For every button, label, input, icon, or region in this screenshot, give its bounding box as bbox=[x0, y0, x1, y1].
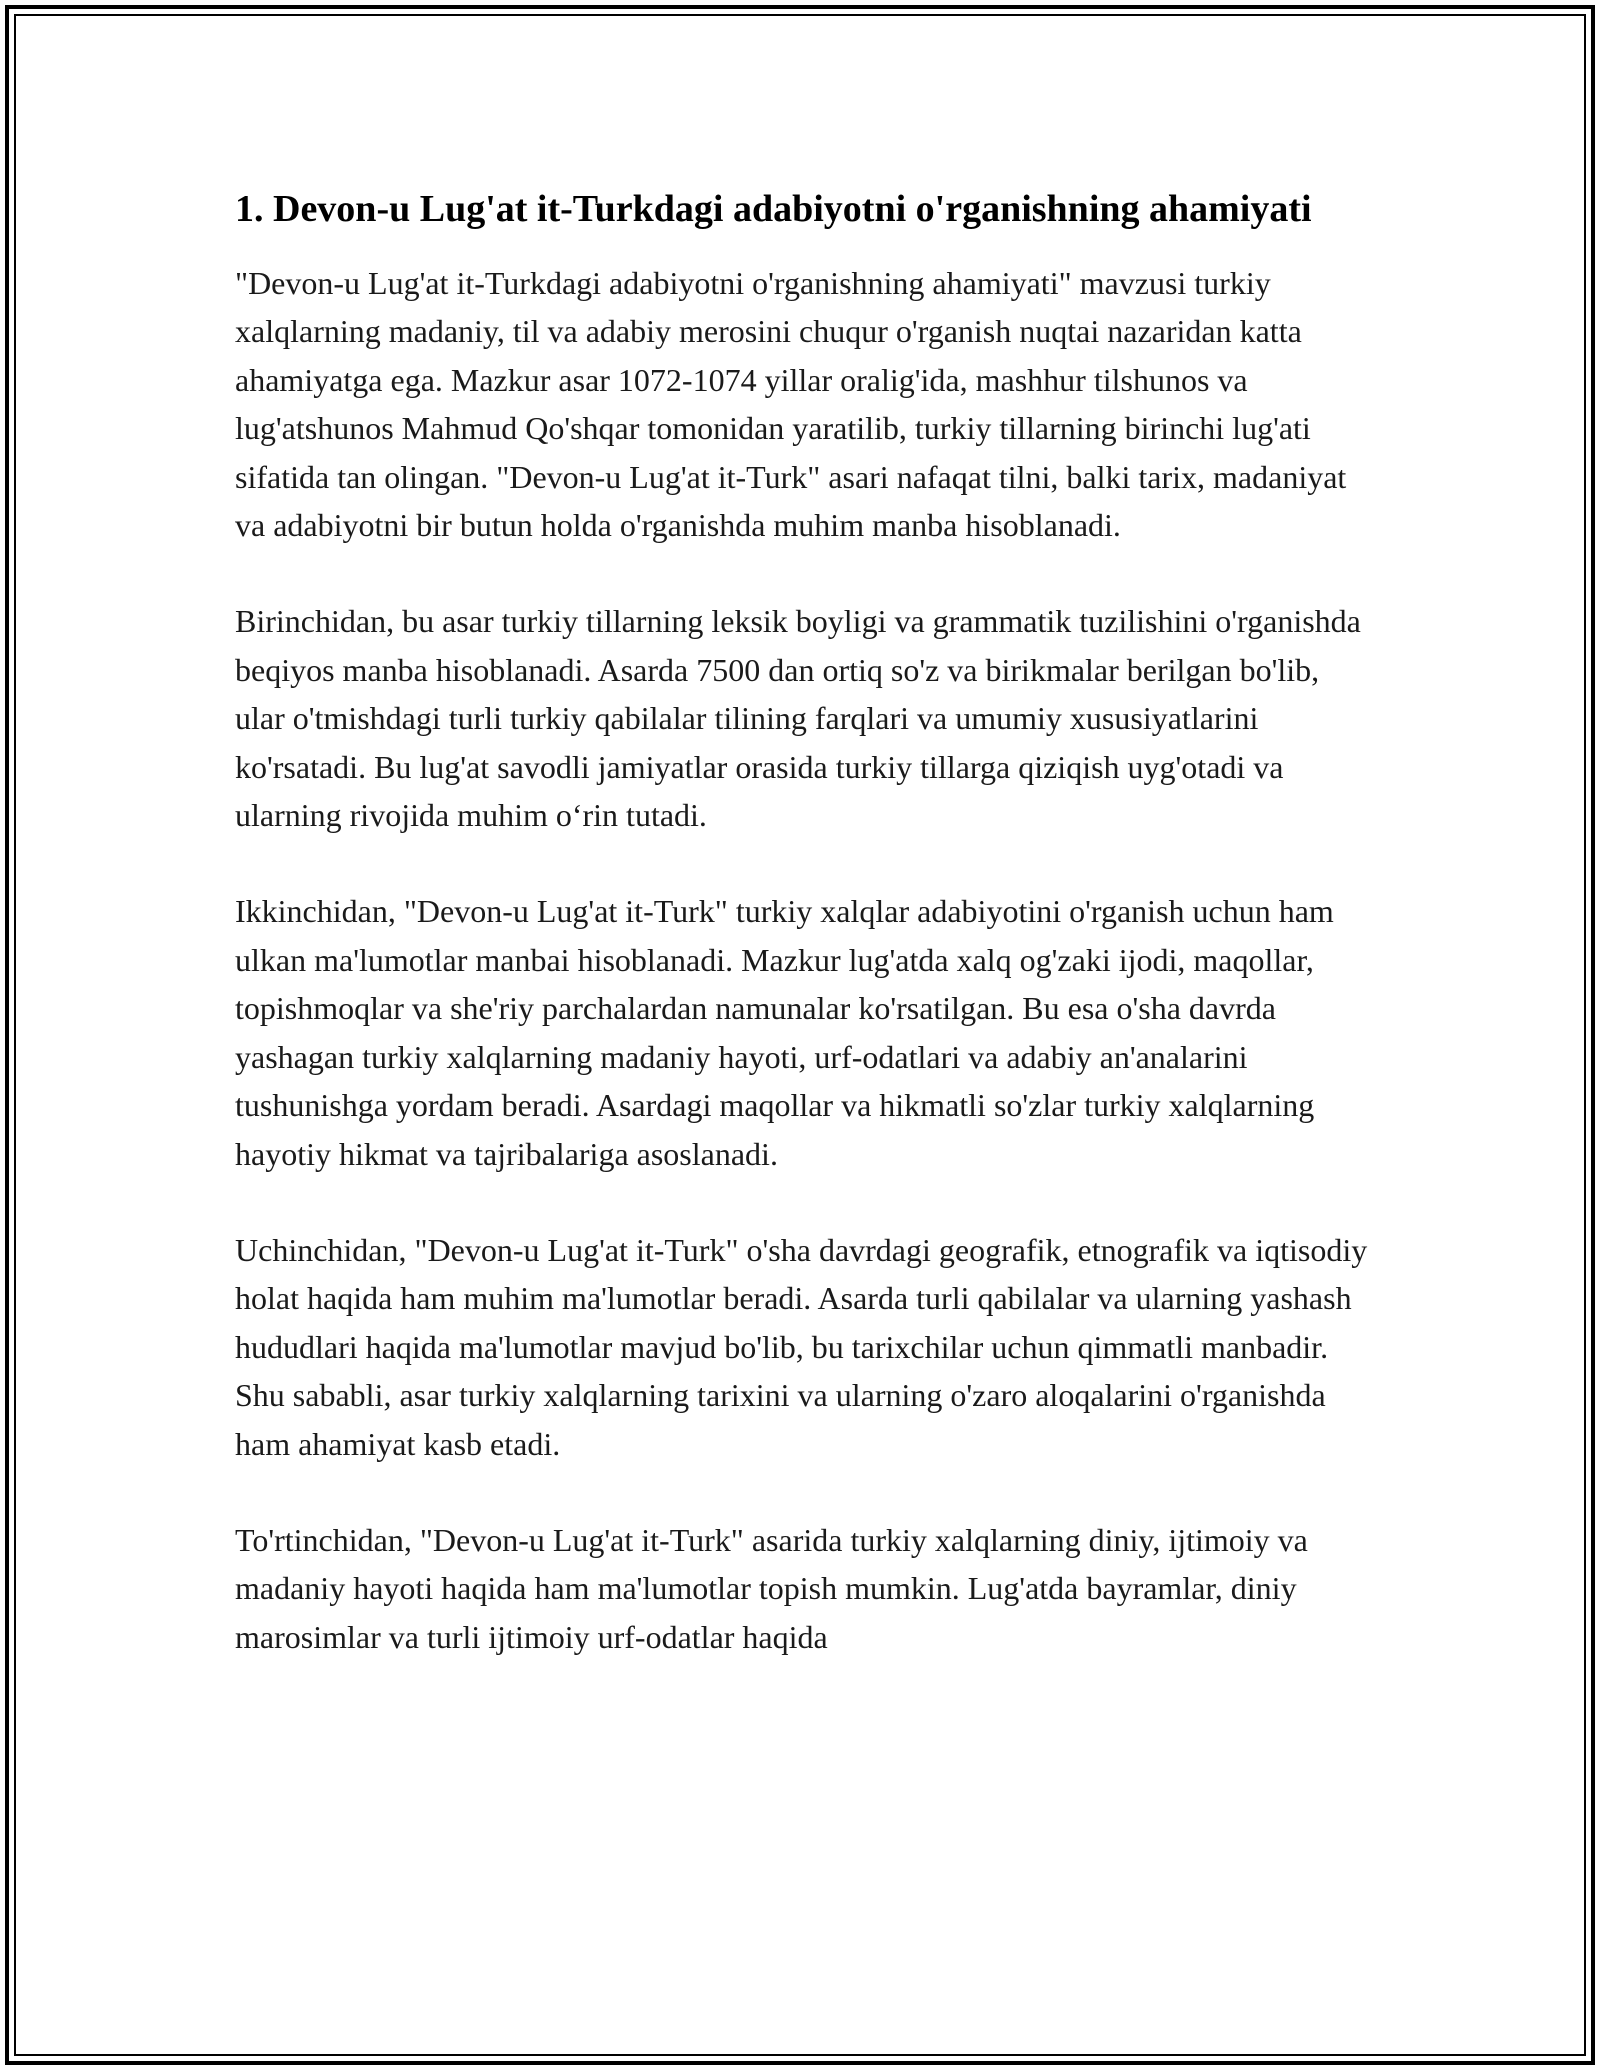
paragraph-fourth: To'rtinchidan, "Devon-u Lug'at it-Turk" asarida turkiy xalqlarning diniy, ijtimoiy va madaniy hayoti haqida ham ma'lumotlar topish mumkin. Lug'atda bayramlar, diniy marosimlar va turli ijtimoiy urf-odatlar haqida bbox=[235, 1521, 1308, 1655]
paragraph-third: Uchinchidan, "Devon-u Lug'at it-Turk" o'sha davrdagi geografik, etnografik va iqtisodiy holat haqida ham muhim ma'lumotlar beradi. Asarda turli qabilalar va ularning yashash hududlari haqida ma'lumotlar mavjud bo'lib, bu tarixchilar uchun qimmatli manbadir. Shu sababli, asar turkiy xalqlarning tarixini va ularning o'zaro aloqalarini o'rganishda ham ahamiyat kasb etadi. bbox=[235, 1231, 1368, 1462]
document-body bbox=[235, 182, 1375, 1709]
paragraph-intro: "Devon-u Lug'at it-Turkdagi adabiyotni o'rganishning ahamiyati" mavzusi turkiy xalqlarning madaniy, til va adabiy merosini chuqur o'rganish nuqtai nazaridan katta ahamiyatga ega. Mazkur asar 1072-1074 yillar oralig'ida, mashhur tilshunos va lug'atshunos Mahmud Qo'shqar tomonidan yaratilib, turkiy tillarning birinchi lug'ati sifatida tan olingan. "Devon-u Lug'at it-Turk" asari nafaqat tilni, balki tarix, madaniyat va adabiyotni bir butun holda o'rganishda muhim manba hisoblanadi. bbox=[235, 265, 1347, 544]
paragraph-first: Birinchidan, bu asar turkiy tillarning leksik boyligi va grammatik tuzilishini o'rganishda beqiyos manba hisoblanadi. Asarda 7500 dan ortiq so'z va birikmalar berilgan bo'lib, ular o'tmishdagi turli turkiy qabilalar tilining farqlari va umumiy xususiyatlarini ko'rsatadi. Bu lug'at savodli jamiyatlar orasida turkiy tillarga qiziqish uyg'otadi va ularning rivojida muhim o‘rin tutadi. bbox=[235, 603, 1361, 834]
section-heading: 1. Devon-u Lug'at it-Turkdagi adabiyotni o'rganishning ahamiyati bbox=[235, 188, 1312, 230]
paragraph-second: Ikkinchidan, "Devon-u Lug'at it-Turk" turkiy xalqlar adabiyotini o'rganish uchun ham ulkan ma'lumotlar manbai hisoblanadi. Mazkur lug'atda xalq og'zaki ijodi, maqollar, topishmoqlar va she'riy parchalardan namunalar ko'rsatilgan. Bu esa o'sha davrda yashagan turkiy xalqlarning madaniy hayoti, urf-odatlari va adabiy an'analarini tushunishga yordam beradi. Asardagi maqollar va hikmatli so'zlar turkiy xalqlarning hayotiy hikmat va tajribalariga asoslanadi. bbox=[235, 893, 1334, 1172]
